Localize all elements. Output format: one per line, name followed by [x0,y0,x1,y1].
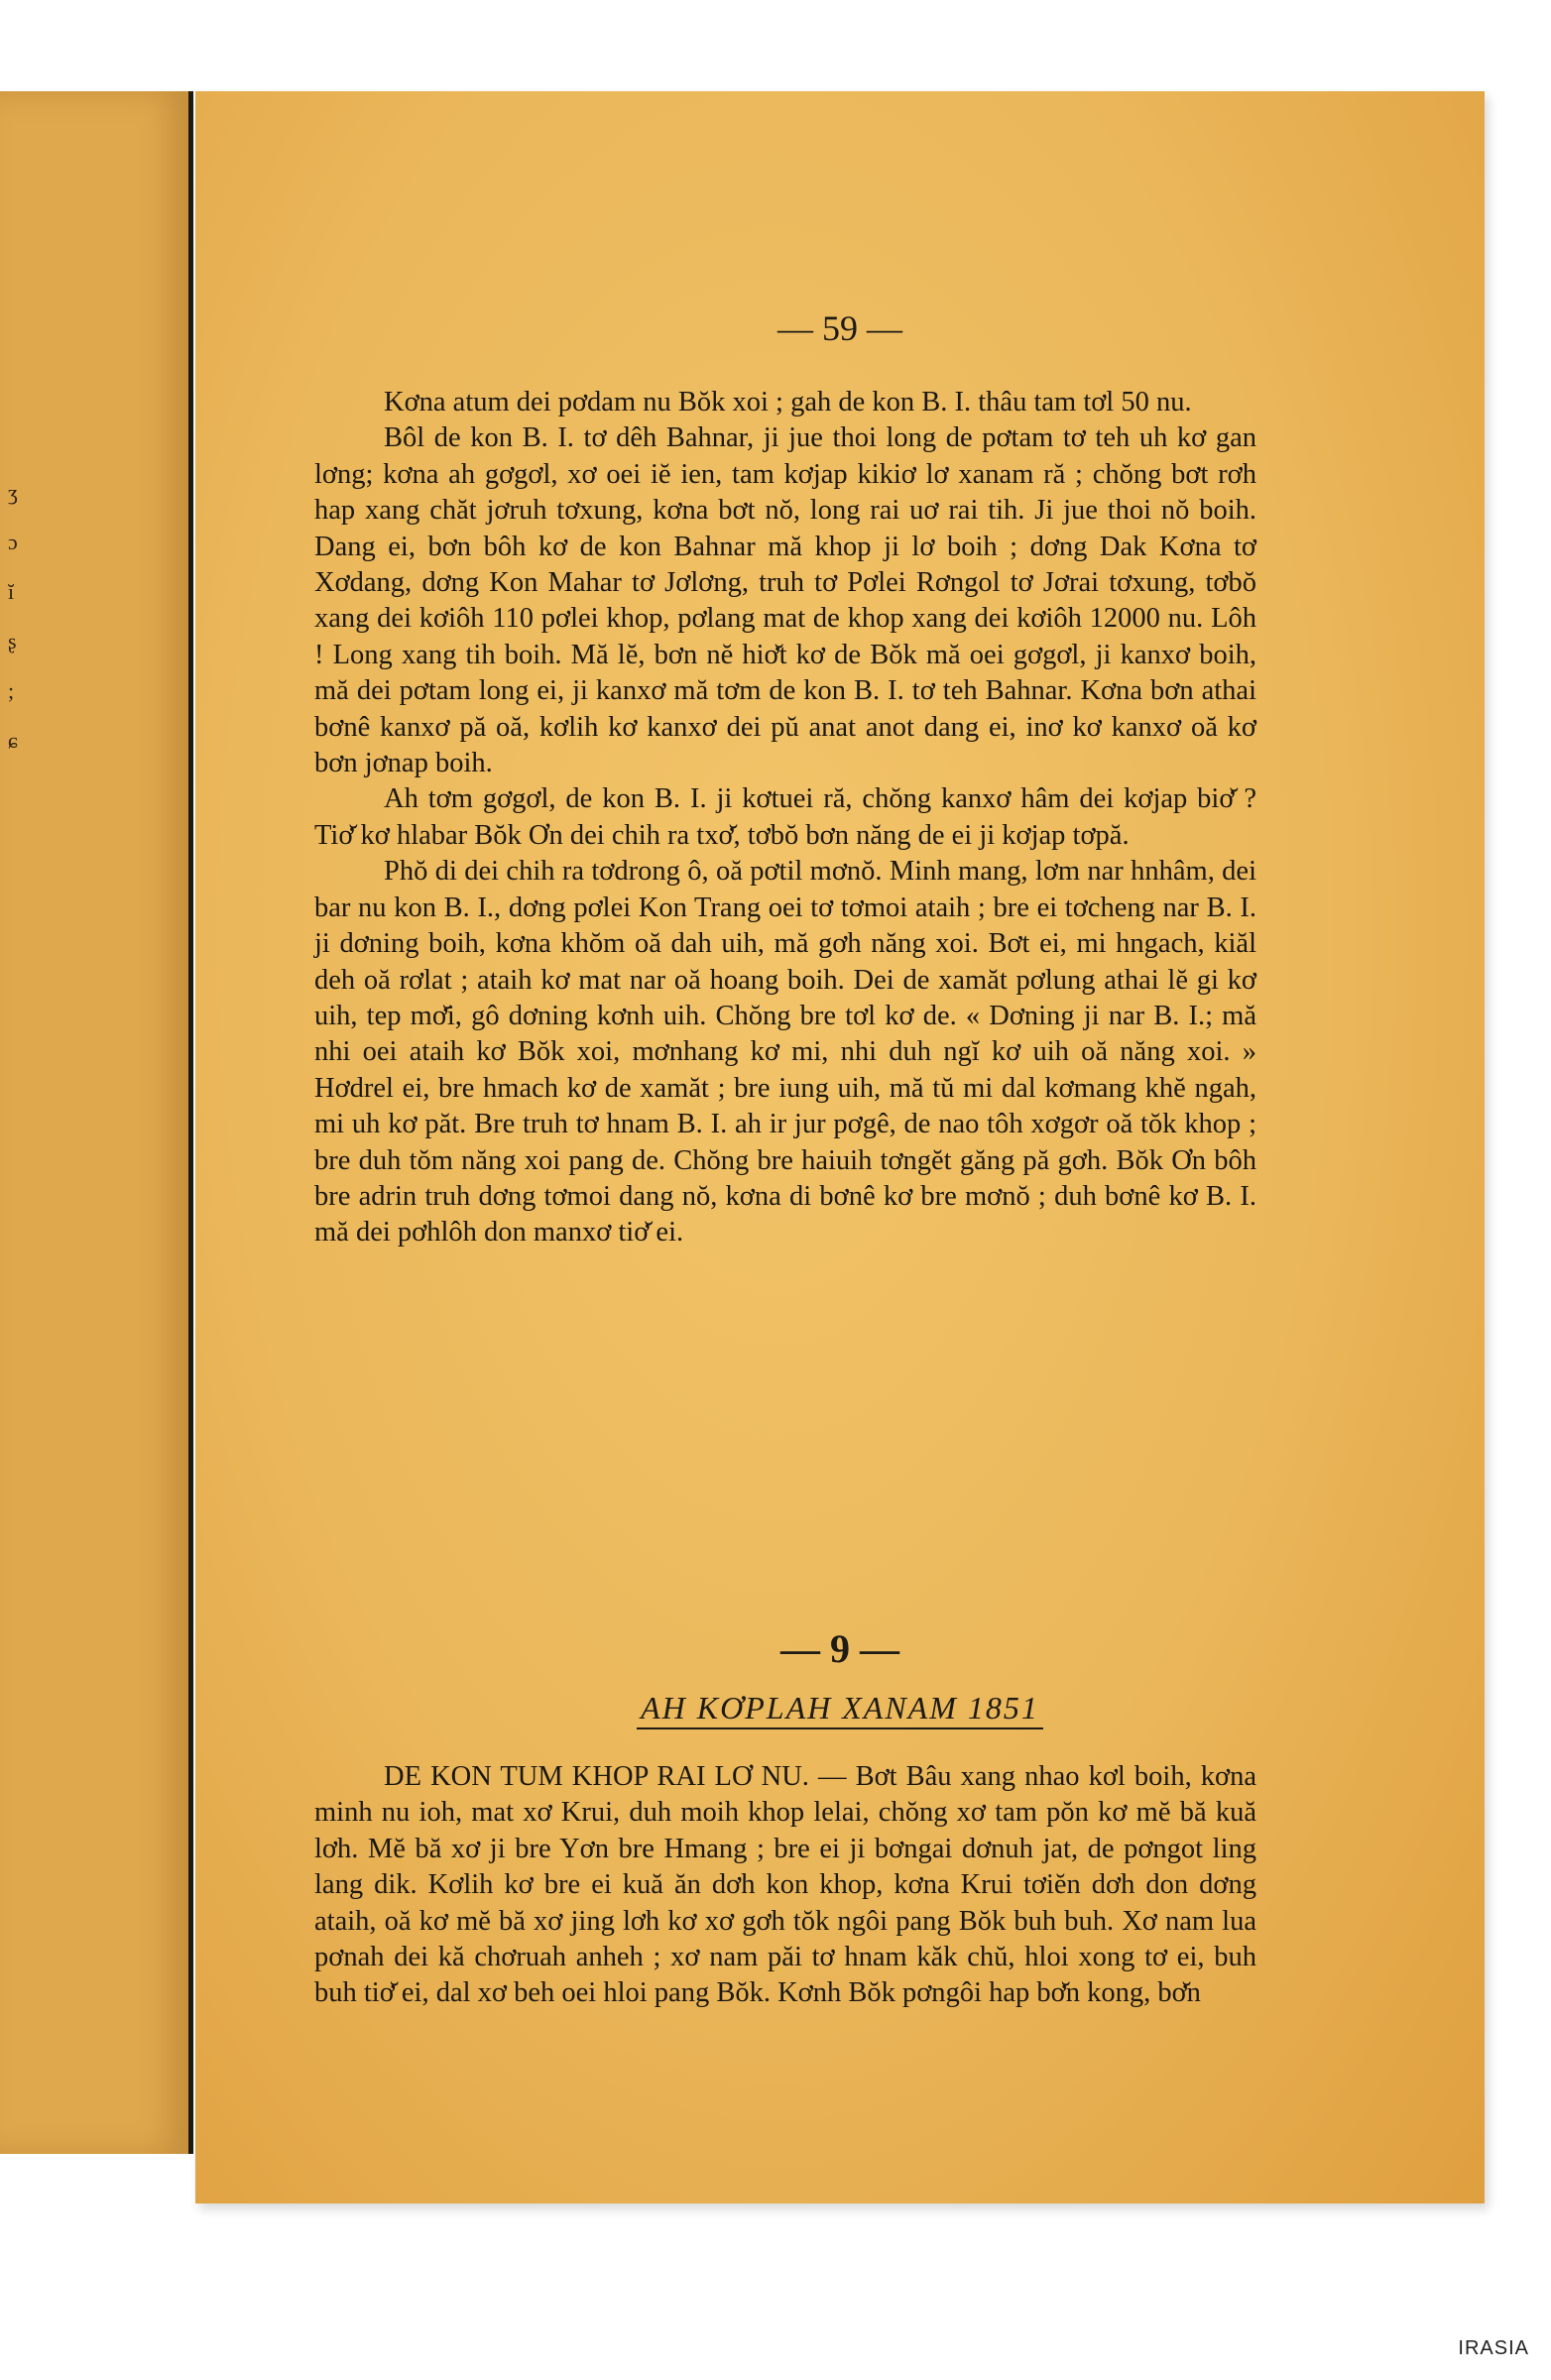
left-mark: ʂ [8,629,17,654]
section-title-text: AH KƠPLAH XANAM 1851 [637,1690,1043,1729]
body-text-top [314,385,1256,1251]
left-page-edge [0,91,193,2154]
section-title [195,1690,1485,1726]
paragraph: DE KON TUM KHOP RAI LƠ NU. — Bơt Bâu xang nhao kơl boih, kơna minh nu ioh, mat xơ Krui, duh moih khop lelai, chŏng xơ tam pŏn kơ mĕ bă kuă lơh. Mĕ bă xơ ji bre Yơn bre Hmang ; bre ei ji bơngai dơnuh jat, de pơngot ling lang dik. Kơlih kơ bre ei kuă ăn dơh kon khop, kơna Krui tơiĕn dơh don dơng ataih, oă kơ mĕ bă xơ jing lơh kơ xơ gơh tŏk ngôi pang Bŏk buh buh. Xơ nam lua pơnah dei kă chơruah anheh ; xơ nam păi tơ hnam kăk chŭ, hloi xong tơ ei, buh buh tiơ̆ ei, dal xơ beh oei hloi pang Bŏk. Kơnh Bŏk pơngôi hap bơ̆n kong, bơ̆n [314,1761,1256,2009]
page-number: — 59 — [777,308,902,348]
left-mark: ʒ [8,480,18,505]
left-page-margin-marks [8,468,28,766]
paragraph: Bôl de kon B. I. tơ dêh Bahnar, ji jue thoi long de pơtam tơ teh uh kơ gan lơng; kơna ah gơgơl, xơ oei iĕ ien, tam kơjap kikiơ lơ xanam ră ; chŏng bơt rơh hap xang chăt jơruh tơxung, kơna bơt nŏ, long rai uơ rai tih. Ji jue thoi nŏ boih. Dang ei, bơn bôh kơ de kon Bahnar mă khop ji lơ boih ; dơng Dak Kơna tơ Xơdang, dơng Kon Mahar tơ Jơlơng, truh tơ Pơlei Rơngol tơ Jơrai tơxung, tơbŏ xang dei kơiôh 110 pơlei khop, pơlang mat de khop xang dei kơiôh 12000 nu. Lôh ! Long xang tih boih. Mă lĕ, bơn nĕ hiơ̆t kơ de Bŏk mă oei gơgơl, ji kanxơ boih, mă dei pơtam long ei, ji kanxơ mă tơm de kon B. I. tơ teh Bahnar. Kơna bơn athai bơnê kanxơ pă oă, kơlih kơ kanxơ dei pŭ anat anot dang ei, inơ kơ kanxơ oă kơ bơn jơnap boih. [314,422,1256,779]
paragraph: Phŏ di dei chih ra tơdrong ô, oă pơtil mơnŏ. Minh mang, lơm nar hnhâm, dei bar nu kon B. I., dơng pơlei Kon Trang oei tơ tơmoi ataih ; bre ei tơcheng nar B. I. ji dơning boih, kơna khŏm oă dah uih, mă gơh năng xoi. Bơt ei, mi hngach, kiăl deh oă rơlat ; ataih kơ mat nar oă hoang boih. Dei de xamăt pơlung athai lĕ gi kơ uih, tep mơ̆i, gô dơning kơnh uih. Chŏng bre tơl kơ de. « Dơning ji nar B. I.; mă nhi oei ataih kơ Bŏk xoi, mơnhang kơ mi, nhi duh ngĭ kơ uih oă năng xoi. » Hơdrel ei, bre hmach kơ de xamăt ; bre iung uih, mă tŭ mi dal kơmang khĕ ngah, mi uh kơ păt. Bre truh tơ hnam B. I. ah ir jur pơgê, de nao tôh xơgơr oă tŏk khop ; bre duh tŏm năng xoi pang de. Chŏng bre haiuih tơngĕt găng pă gơh. Bŏk Ơn bôh bre adrin truh dơng tơmoi dang nŏ, kơna di bơnê kơ bre mơnŏ ; duh bơnê kơ B. I. mă dei pơhlôh don manxơ tiơ̆ ei. [314,856,1256,1249]
paragraph: Kơna atum dei pơdam nu Bŏk xoi ; gah de kon B. I. thâu tam tơl 50 nu. [384,387,1192,417]
section-number: — 9 — [780,1626,899,1671]
right-page [195,91,1485,2203]
left-mark: ; [8,678,15,703]
left-mark: ĭ [8,579,15,604]
watermark: IRASIA [1458,2337,1529,2359]
body-text-section [314,1759,1256,2012]
left-mark: ɔ [8,530,18,554]
left-mark: ɕ [8,728,18,753]
paragraph: Ah tơm gơgơl, de kon B. I. ji kơtuei ră, chŏng kanxơ hâm dei kơjap biơ̆ ? Tiơ̆ kơ hlabar Bŏk Ơn dei chih ra txơ̆, tơbŏ bơn năng de ei ji kơjap tơpă. [314,783,1256,851]
